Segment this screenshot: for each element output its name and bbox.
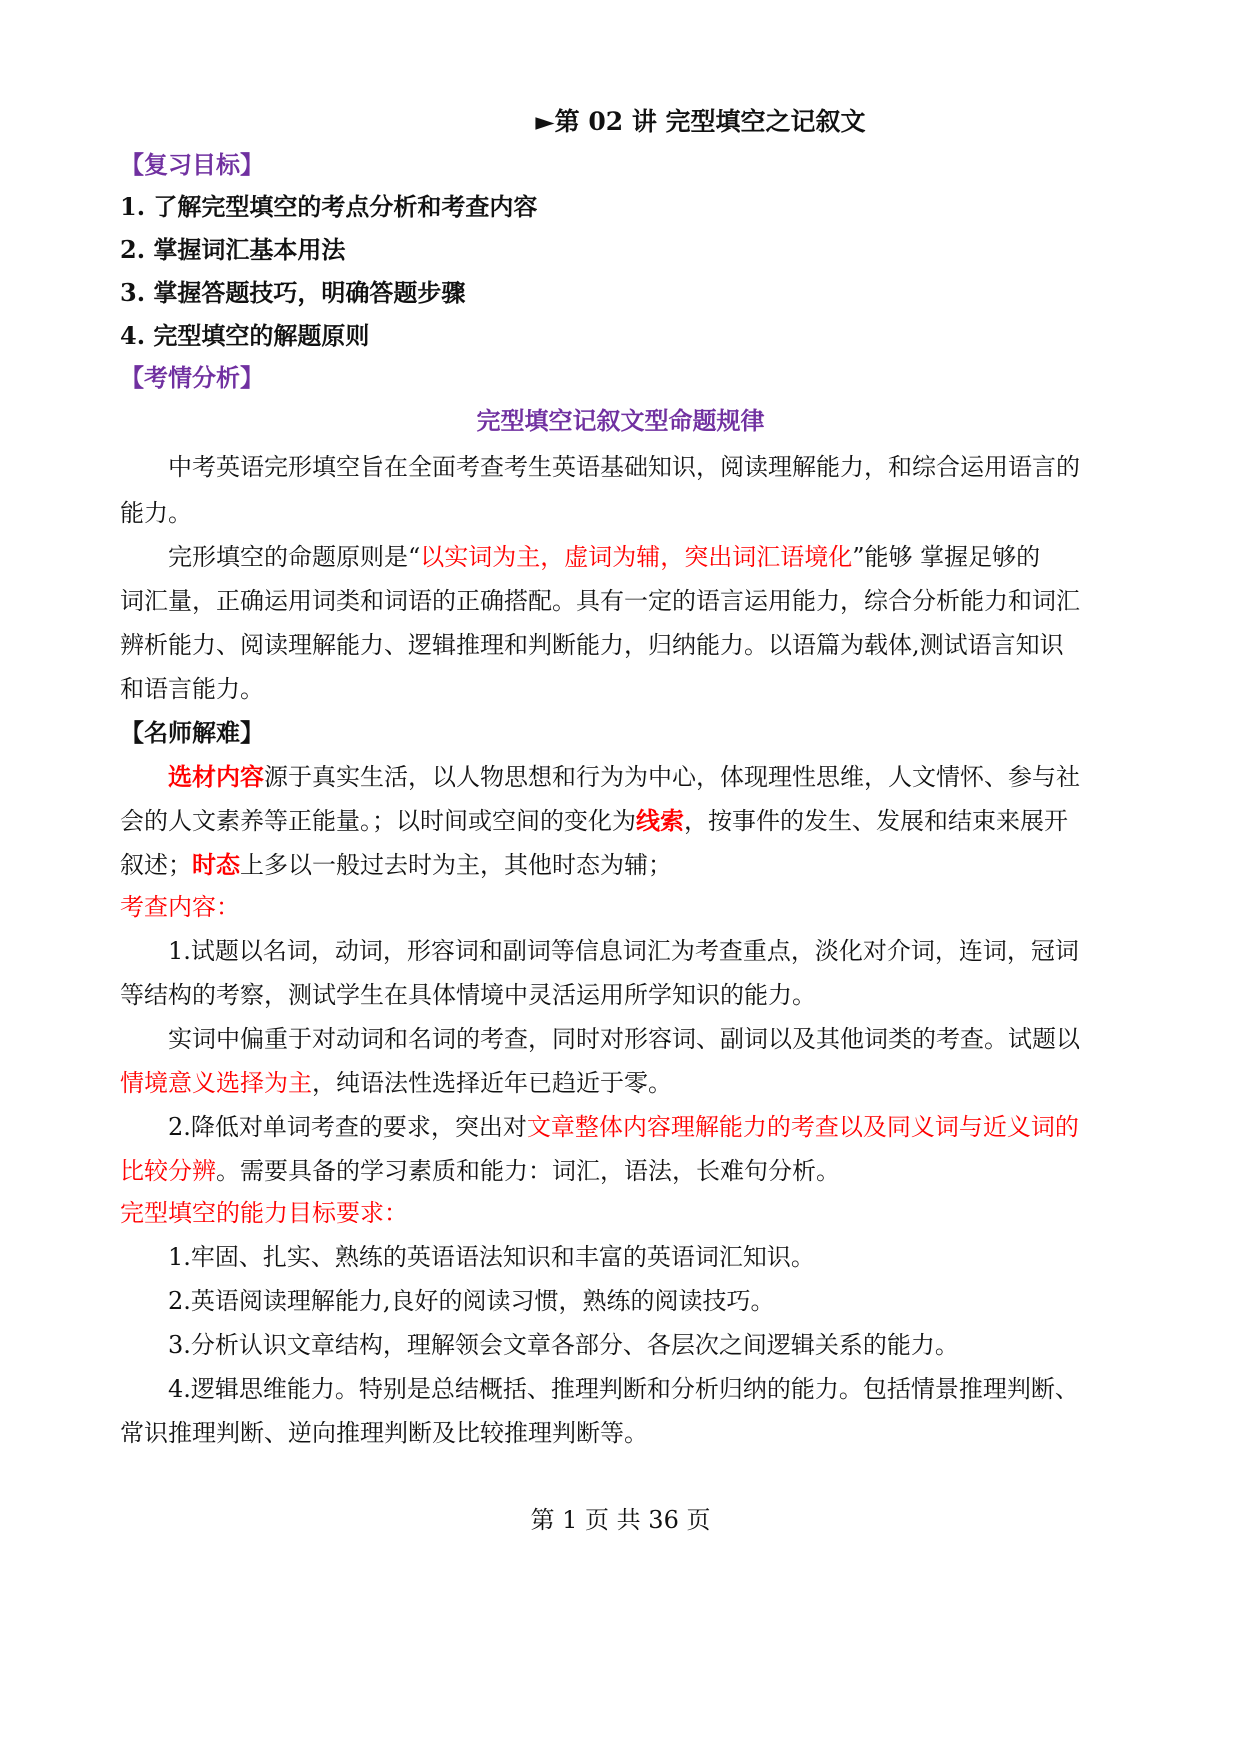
ability-item-2: 2.英语阅读理解能力,良好的阅读习惯，熟练的阅读技巧。	[168, 1287, 775, 1315]
analysis-paragraph-2-line-1	[168, 540, 1173, 574]
highlight-comprehension: 文章整体内容理解能力的考查以及同义词与近义词的	[526, 1113, 1079, 1141]
text-run: 叙述；	[120, 851, 192, 879]
highlight-context: 情境意义选择为主	[120, 1069, 312, 1097]
analysis-heading: 【考情分析】	[120, 363, 264, 392]
goal-item-4: 4. 完型填空的解题原则	[120, 321, 370, 350]
ability-item-4-line-2: 常识推理判断、逆向推理判断及比较推理判断等。	[120, 1419, 648, 1447]
highlight-clue: 线索	[636, 806, 684, 835]
ability-heading: 完型填空的能力目标要求：	[120, 1199, 408, 1227]
goal-item-1: 1. 了解完型填空的考点分析和考查内容	[120, 192, 538, 221]
ability-item-4: 4.逻辑思维能力。特别是总结概括、推理判断和分析归纳的能力。包括情景推理判断、	[168, 1375, 1079, 1403]
text-run: 上多以一般过去时为主，其他时态为辅；	[240, 851, 672, 879]
ability-item-1: 1.牢固、扎实、熟练的英语语法知识和丰富的英语词汇知识。	[168, 1243, 815, 1271]
text-run: ，按事件的发生、发展和结束来展开	[684, 807, 1068, 835]
document-title: ►第 02 讲 完型填空之记叙文	[535, 107, 866, 136]
teacher-line-2	[120, 804, 1125, 838]
highlight-tense: 时态	[192, 850, 240, 879]
content-heading: 考查内容：	[120, 893, 240, 921]
highlight-principle: 以实词为主，虚词为辅，突出词汇语境化	[420, 543, 853, 571]
analysis-paragraph-2-line-3: 辨析能力、阅读理解能力、逻辑推理和判断能力，归纳能力。以语篇为载体,测试语言知识	[120, 631, 1064, 659]
text-run: 。需要具备的学习素质和能力：词汇，语法，长难句分析。	[216, 1157, 840, 1185]
analysis-paragraph-2-line-4: 和语言能力。	[120, 675, 264, 703]
analysis-paragraph-1-line-1: 中考英语完形填空旨在全面考查考生英语基础知识，阅读理解能力，和综合运用语言的	[168, 453, 1080, 481]
review-goals-heading: 【复习目标】	[120, 150, 264, 179]
text-run: 2.降低对单词考查的要求，突出对	[168, 1113, 527, 1141]
analysis-paragraph-2-line-2: 词汇量，正确运用词类和词语的正确搭配。具有一定的语言运用能力，综合分析能力和词汇	[120, 587, 1080, 615]
analysis-title: 完型填空记叙文型命题规律	[476, 406, 765, 435]
text-run: ”能够 掌握足够的	[852, 543, 1041, 571]
text-run: 会的人文素养等正能量。；以时间或空间的变化为	[120, 807, 636, 835]
content-paragraph-2-line-2	[120, 1066, 1125, 1100]
goal-item-2: 2. 掌握词汇基本用法	[120, 235, 346, 264]
goal-item-3: 3. 掌握答题技巧，明确答题步骤	[120, 278, 466, 307]
content-paragraph-3-line-1	[168, 1110, 1173, 1144]
content-paragraph-1-line-2: 等结构的考察，测试学生在具体情境中灵活运用所学知识的能力。	[120, 981, 816, 1009]
text-run: 完形填空的命题原则是“	[168, 543, 421, 571]
text-run: ，纯语法性选择近年已趋近于零。	[312, 1069, 672, 1097]
ability-item-3: 3.分析认识文章结构，理解领会文章各部分、各层次之间逻辑关系的能力。	[168, 1331, 959, 1359]
highlight-distinguish: 比较分辨	[120, 1157, 216, 1185]
teacher-heading: 【名师解难】	[120, 718, 264, 747]
analysis-paragraph-1-line-2: 能力。	[120, 499, 192, 527]
teacher-line-3	[120, 848, 1125, 882]
content-paragraph-1-line-1: 1.试题以名词，动词，形容词和副词等信息词汇为考查重点，淡化对介词，连词，冠词	[168, 937, 1079, 965]
content-paragraph-2-line-1: 实词中偏重于对动词和名词的考查，同时对形容词、副词以及其他词类的考查。试题以	[168, 1025, 1080, 1053]
page-footer: 第 1 页 共 36 页	[530, 1506, 711, 1534]
text-run: 源于真实生活，以人物思想和行为为中心，体现理性思维，人文情怀、参与社	[264, 763, 1080, 791]
teacher-line-1	[168, 760, 1173, 794]
content-paragraph-3-line-2	[120, 1154, 1125, 1188]
highlight-material: 选材内容	[168, 762, 264, 791]
